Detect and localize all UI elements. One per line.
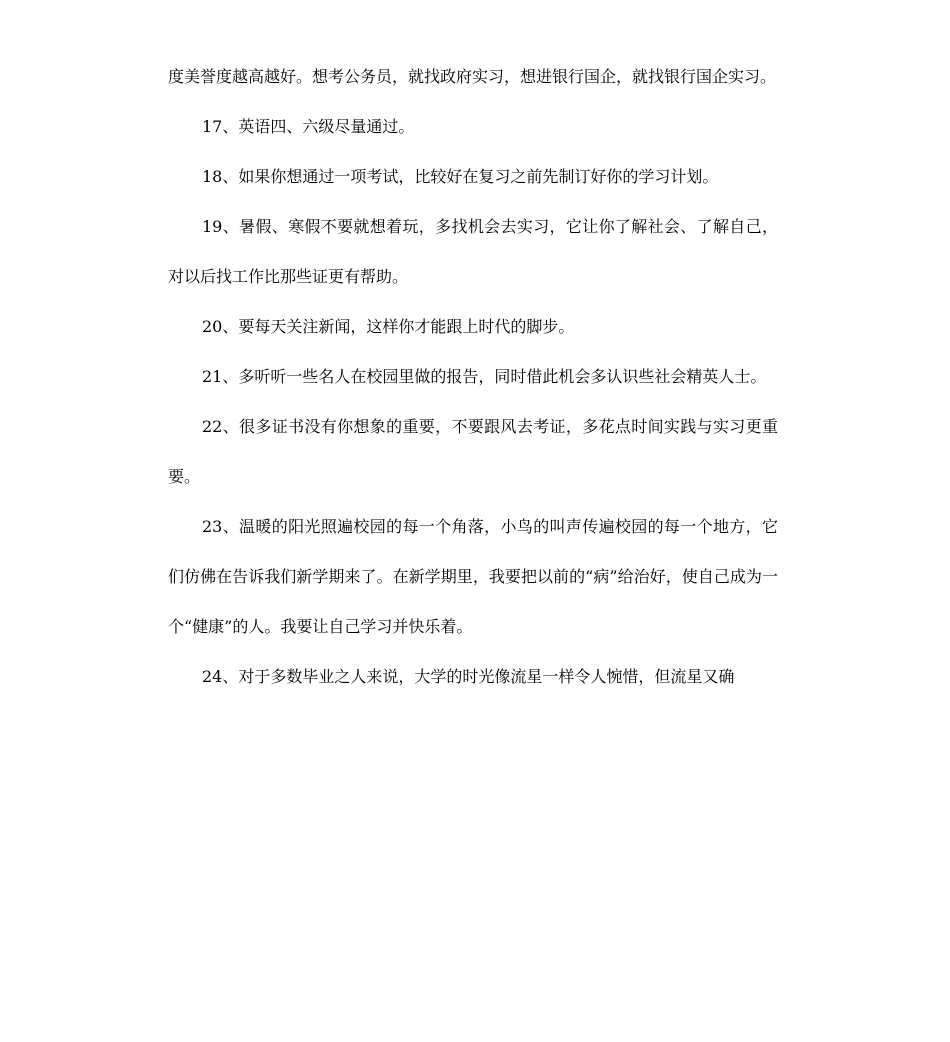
paragraph-24: 24、对于多数毕业之人来说，大学的时光像流星一样令人惋惜，但流星又确 xyxy=(202,667,735,686)
paragraph-17: 17、英语四、六级尽量通过。 xyxy=(202,117,415,136)
document-page xyxy=(168,52,778,702)
paragraph-23: 23、温暖的阳光照遍校园的每一个角落，小鸟的叫声传遍校园的每一个地方，它们仿佛在告诉我们新学期来了。在新学期里，我要把以前的“病”给治好，使自己成为一个“健康”的人。我要让自己学习并快乐着。 xyxy=(168,517,778,636)
paragraph-20: 20、要每天关注新闻，这样你才能跟上时代的脚步。 xyxy=(202,317,575,336)
paragraph-19: 19、暑假、寒假不要就想着玩，多找机会去实习，它让你了解社会、了解自己，对以后找工作比那些证更有帮助。 xyxy=(168,217,778,286)
paragraph-22: 22、很多证书没有你想象的重要，不要跟风去考证，多花点时间实践与实习更重要。 xyxy=(168,417,778,486)
paragraph-18: 18、如果你想通过一项考试，比较好在复习之前先制订好你的学习计划。 xyxy=(202,167,719,186)
paragraph-continuation: 度美誉度越高越好。想考公务员，就找政府实习，想进银行国企，就找银行国企实习。 xyxy=(168,67,777,86)
paragraph-21: 21、多听听一些名人在校园里做的报告，同时借此机会多认识些社会精英人士。 xyxy=(202,367,767,386)
